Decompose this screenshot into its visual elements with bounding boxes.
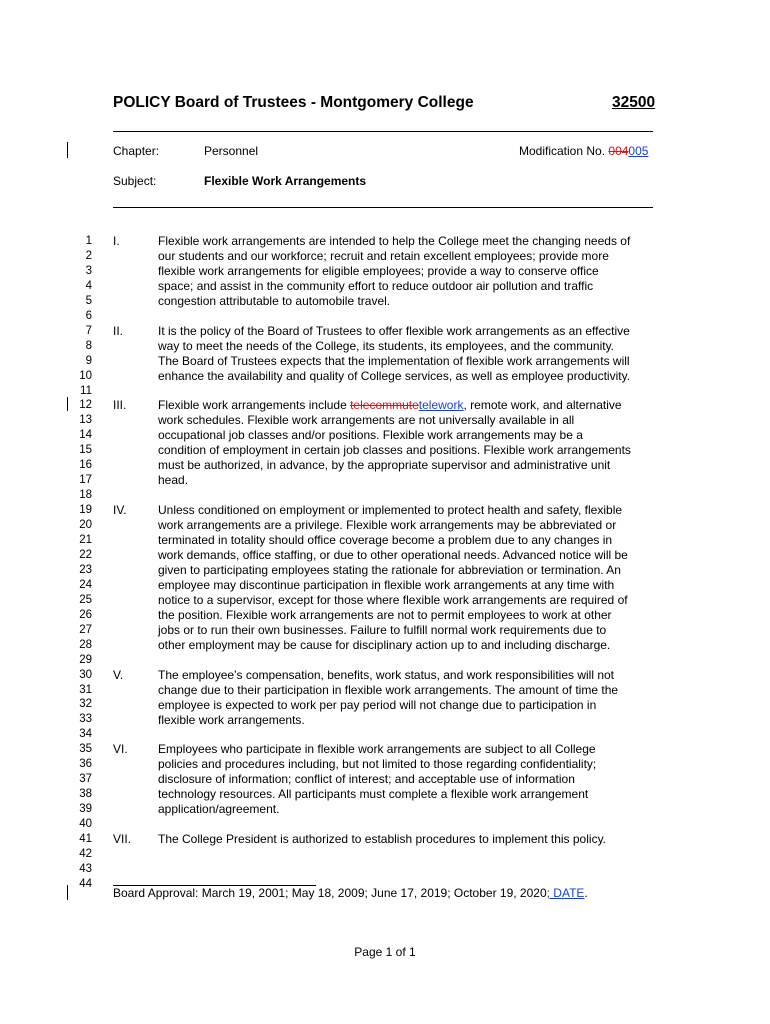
section-numeral: VII.: [113, 832, 132, 846]
paragraph-line: The College President is authorized to establish procedures to implement this policy.: [158, 832, 607, 846]
header-top-rule: [113, 131, 653, 132]
section-paragraph: [158, 324, 660, 384]
line-number: 37: [79, 773, 92, 786]
paragraph-line: condition of employment in certain job classes and positions. Flexible work arrangements: [158, 443, 631, 458]
paragraph-line: head.: [158, 473, 189, 488]
line-number: 32: [79, 698, 92, 711]
section-paragraph: [158, 668, 660, 728]
line-number: 43: [79, 862, 92, 875]
line-number: 30: [79, 668, 92, 681]
line-number: 7: [85, 324, 92, 337]
paragraph-line: work demands, office staffing, or due to other operational needs. Advanced notice will be: [158, 548, 628, 563]
line-number: 23: [79, 563, 92, 576]
line-number: 17: [79, 474, 92, 487]
chapter-value: Personnel: [204, 144, 259, 158]
section-paragraph: [158, 503, 660, 653]
paragraph-line: Employees who participate in flexible work arrangements are subject to all College: [158, 742, 596, 757]
paragraph-line: disclosure of information; conflict of interest; and acceptable use of information: [158, 772, 575, 787]
section-numeral: V.: [113, 667, 124, 682]
line-number: 14: [79, 429, 92, 442]
paragraph-line: Unless conditioned on employment or implemented to protect health and safety, flexible: [158, 503, 623, 518]
line-number: 42: [79, 847, 92, 860]
line-number: 39: [79, 803, 92, 816]
approval-inserted: ; DATE: [546, 886, 585, 900]
line-number: 20: [79, 519, 92, 532]
modification-number: [519, 144, 648, 158]
subject-label: Subject:: [113, 174, 157, 188]
paragraph-line: given to participating employees stating the rationale for abbreviation or termination. An: [158, 563, 621, 578]
section-paragraph: [158, 832, 660, 847]
line-number: 12: [79, 399, 92, 412]
chapter-label: Chapter:: [113, 144, 160, 158]
line-number: 28: [79, 638, 92, 651]
line-number: 21: [79, 534, 92, 546]
section-paragraph: [158, 234, 660, 309]
line-number: 18: [79, 489, 92, 502]
paragraph-line: change due to their participation in flexible work arrangements. The amount of time the: [158, 682, 619, 697]
paragraph-line-tracked: [158, 398, 660, 413]
line-number: 34: [79, 728, 92, 741]
section-paragraph: [158, 398, 660, 488]
paragraph-line: jobs or to run their own businesses. Failure to fulfill normal work requirements due to: [158, 623, 607, 638]
line-number: 2: [85, 249, 92, 262]
paragraph-line: occupational job classes and/or positions. Flexible work arrangements may be a: [158, 428, 583, 443]
line-number: 41: [79, 833, 92, 845]
line-number: 31: [79, 683, 92, 696]
line-number: 9: [85, 354, 92, 367]
section-paragraph: [158, 742, 660, 817]
paragraph-line: work arrangements are a privilege. Flexible work arrangements may be abbreviated or: [158, 518, 617, 533]
approval-end: .: [584, 886, 588, 900]
line-number: 44: [79, 877, 92, 890]
line-number: 1: [85, 235, 92, 247]
line-number: 3: [85, 264, 92, 277]
paragraph-line: flexible work arrangements.: [158, 712, 305, 727]
line-number: 38: [79, 788, 92, 801]
section-numeral: IV.: [113, 503, 127, 518]
tracked-inserted: telework: [418, 398, 464, 413]
line-number: 35: [79, 743, 92, 756]
paragraph-line: work schedules. Flexible work arrangements are not universally available in all: [158, 413, 575, 428]
paragraph-line: congestion attributable to automobile travel.: [158, 294, 391, 308]
paragraph-line: other employment may be cause for disciplinary action up to and including discharge.: [158, 638, 611, 653]
modification-inserted: 005: [628, 144, 649, 158]
board-approval: [113, 886, 588, 901]
paragraph-line: It is the policy of the Board of Trustees to offer flexible work arrangements as an effective: [158, 323, 630, 338]
paragraph-line: The employee’s compensation, benefits, work status, and work responsibilities will not: [158, 667, 614, 682]
line-number: 15: [79, 444, 92, 457]
modification-label: Modification No.: [519, 144, 606, 158]
change-bar-approval: [67, 885, 68, 900]
line-number: 40: [79, 818, 92, 831]
header-bottom-rule: [113, 207, 653, 208]
tracked-after: , remote work, and alternative: [463, 398, 622, 413]
line-number: 11: [80, 384, 92, 397]
line-number: 16: [79, 459, 92, 472]
line-number: 8: [85, 339, 92, 352]
line-number: 10: [79, 369, 92, 382]
line-number: 5: [85, 294, 92, 307]
paragraph-line: application/agreement.: [158, 802, 280, 817]
page-number: Page 1 of 1: [354, 945, 416, 959]
section-numeral: VI.: [113, 742, 128, 757]
modification-deleted: 004: [608, 144, 629, 158]
policy-number: 32500: [612, 94, 656, 111]
paragraph-line: the position. Flexible work arrangements are not to permit employees to work at other: [158, 608, 612, 623]
line-number: 13: [79, 414, 92, 427]
paragraph-line: technology resources. All participants must complete a flexible work arrangement: [158, 787, 589, 802]
paragraph-line: enhance the availability and quality of College services, as well as employee productivity.: [158, 368, 631, 383]
paragraph-line: employee is expected to work per pay period will not change due to participation in: [158, 697, 597, 712]
line-number: 22: [79, 548, 92, 561]
paragraph-line: way to meet the needs of the College, its students, its employees, and the community.: [158, 338, 615, 353]
paragraph-line: flexible work arrangements for eligible employees; provide a way to conserve office: [158, 264, 599, 278]
approval-text: Board Approval: March 19, 2001; May 18, 2009; June 17, 2019; October 19, 2020: [113, 886, 547, 900]
line-number: 26: [79, 608, 92, 621]
paragraph-line: The Board of Trustees expects that the implementation of flexible work arrangements will: [158, 353, 630, 368]
subject-value: Flexible Work Arrangements: [204, 174, 367, 188]
paragraph-line: must be authorized, in advance, by the appropriate supervisor and administrative unit: [158, 458, 611, 473]
line-number: 29: [79, 653, 92, 666]
tracked-before: Flexible work arrangements include: [158, 398, 351, 413]
change-bar-header: [67, 142, 68, 158]
section-numeral: I.: [113, 234, 120, 248]
line-number: 19: [79, 504, 92, 517]
line-number: 24: [79, 578, 92, 591]
change-bar-section-iii: [67, 397, 68, 411]
line-number: 6: [85, 309, 92, 322]
section-numeral: II.: [113, 323, 124, 338]
paragraph-line: employee may discontinue participation in flexible work arrangements at any time with: [158, 578, 615, 593]
paragraph-line: space; and assist in the community effort to reduce outdoor air pollution and traffic: [158, 279, 594, 293]
paragraph-line: policies and procedures including, but not limited to those regarding confidentiality;: [158, 757, 597, 772]
line-number: 33: [79, 713, 92, 726]
paragraph-line: our students and our workforce; recruit and retain excellent employees; provide more: [158, 249, 609, 263]
line-number: 4: [85, 279, 92, 292]
line-number: 27: [79, 623, 92, 636]
line-number: 36: [79, 758, 92, 771]
line-number: 25: [79, 593, 92, 606]
paragraph-line: notice to a supervisor, except for those where flexible work arrangements are required of: [158, 593, 628, 608]
section-numeral: III.: [113, 398, 127, 413]
paragraph-line: terminated in totality should office coverage become a problem due to any changes in: [158, 533, 613, 548]
document-title: POLICY Board of Trustees - Montgomery College: [113, 94, 474, 111]
tracked-deleted: telecommute: [350, 398, 419, 413]
paragraph-line: Flexible work arrangements are intended to help the College meet the changing needs of: [158, 234, 631, 248]
